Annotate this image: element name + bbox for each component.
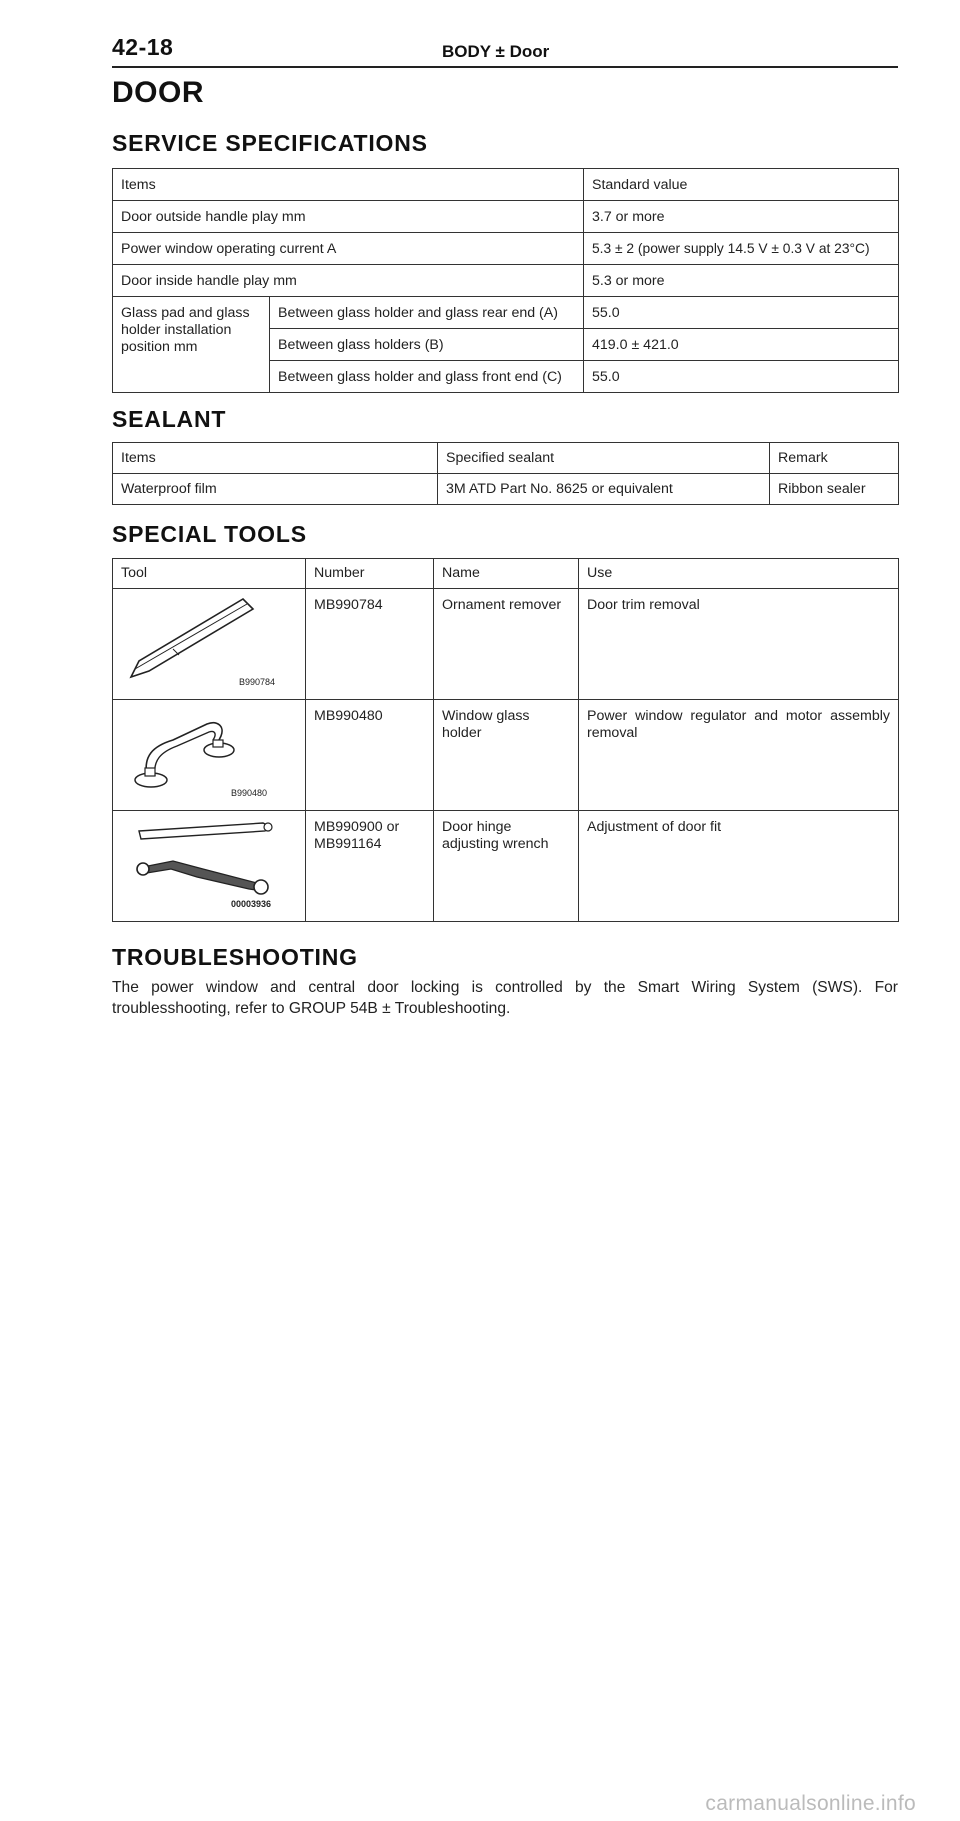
header-cell: Items: [113, 443, 438, 474]
spec-item: Door outside handle play mm: [113, 201, 584, 233]
tool-use: Power window regulator and motor assembly removal: [579, 700, 899, 811]
page-title: DOOR: [112, 76, 204, 109]
special-tools-heading: SPECIAL TOOLS: [112, 521, 307, 547]
tool-name: Window glass holder: [434, 700, 579, 811]
service-specs-heading: SERVICE SPECIFICATIONS: [112, 130, 428, 156]
spec-item: Door inside handle play mm: [113, 265, 584, 297]
tool-number: MB990480: [306, 700, 434, 811]
table-row: [113, 589, 899, 700]
troubleshooting-text: The power window and central door locking is controlled by the Smart Wiring System (SWS). For troublesshooting, refer to GROUP 54B ± Troubleshooting.: [112, 979, 898, 1017]
spec-item: Power window operating current A: [113, 233, 584, 265]
spec-item: Between glass holders (B): [270, 329, 584, 361]
spec-value: 5.3 ± 2 (power supply 14.5 V ± 0.3 V at 23°C): [584, 233, 899, 265]
header-cell: Number: [306, 559, 434, 589]
tool-number: MB990900 or MB991164: [306, 811, 434, 922]
spec-value: 3.7 or more: [584, 201, 899, 233]
table-row: [113, 169, 899, 201]
spec-value: 55.0: [584, 297, 899, 329]
sealant-heading: SEALANT: [112, 406, 227, 432]
tool-image-label: B990784: [239, 677, 276, 687]
sealant-spec: 3M ATD Part No. 8625 or equivalent: [438, 474, 770, 505]
spec-item: Between glass holder and glass rear end (A): [270, 297, 584, 329]
table-row: [113, 297, 899, 329]
special-tools-table: [112, 558, 899, 922]
window-glass-holder-drawing: [113, 700, 306, 810]
tool-name: Door hinge adjusting wrench: [434, 811, 579, 922]
page-number: 42-18: [112, 34, 174, 60]
service-specs-table: [112, 168, 899, 393]
spec-value: 55.0: [584, 361, 899, 393]
table-row: [113, 443, 899, 474]
hinge-wrench-drawing: [113, 811, 306, 921]
table-row: [113, 559, 899, 589]
header-cell: Remark: [770, 443, 899, 474]
spec-value: 5.3 or more: [584, 265, 899, 297]
header-cell: Use: [579, 559, 899, 589]
tool-image-label: B990480: [231, 788, 268, 798]
footer-watermark: carmanualsonline.info: [705, 1792, 916, 1815]
sealant-item: Waterproof film: [113, 474, 438, 505]
tool-use: Adjustment of door fit: [579, 811, 899, 922]
table-row: [113, 474, 899, 505]
page-header: [112, 28, 898, 68]
tool-use: Door trim removal: [579, 589, 899, 700]
tool-image-cell: [113, 811, 306, 922]
sealant-table: [112, 442, 899, 505]
table-row: [113, 265, 899, 297]
header-cell: Standard value: [584, 169, 899, 201]
table-row: [113, 811, 899, 922]
header-cell: Items: [113, 169, 584, 201]
header-cell: Specified sealant: [438, 443, 770, 474]
spec-item: Between glass holder and glass front end (C): [270, 361, 584, 393]
spec-value: 419.0 ± 421.0: [584, 329, 899, 361]
ornament-remover-drawing: [113, 589, 306, 699]
header-cell: Tool: [113, 559, 306, 589]
tool-image-cell: [113, 700, 306, 811]
tool-number: MB990784: [306, 589, 434, 700]
table-row: [113, 201, 899, 233]
table-row: [113, 233, 899, 265]
tool-name: Ornament remover: [434, 589, 579, 700]
table-row: [113, 700, 899, 811]
glass-group-label: Glass pad and glass holder installation position mm: [113, 297, 270, 393]
tool-image-label: 00003936: [231, 899, 272, 909]
sealant-remark: Ribbon sealer: [770, 474, 899, 505]
running-title: BODY ± Door: [442, 42, 550, 61]
tool-image-cell: [113, 589, 306, 700]
troubleshooting-heading: TROUBLESHOOTING: [112, 944, 358, 970]
header-cell: Name: [434, 559, 579, 589]
